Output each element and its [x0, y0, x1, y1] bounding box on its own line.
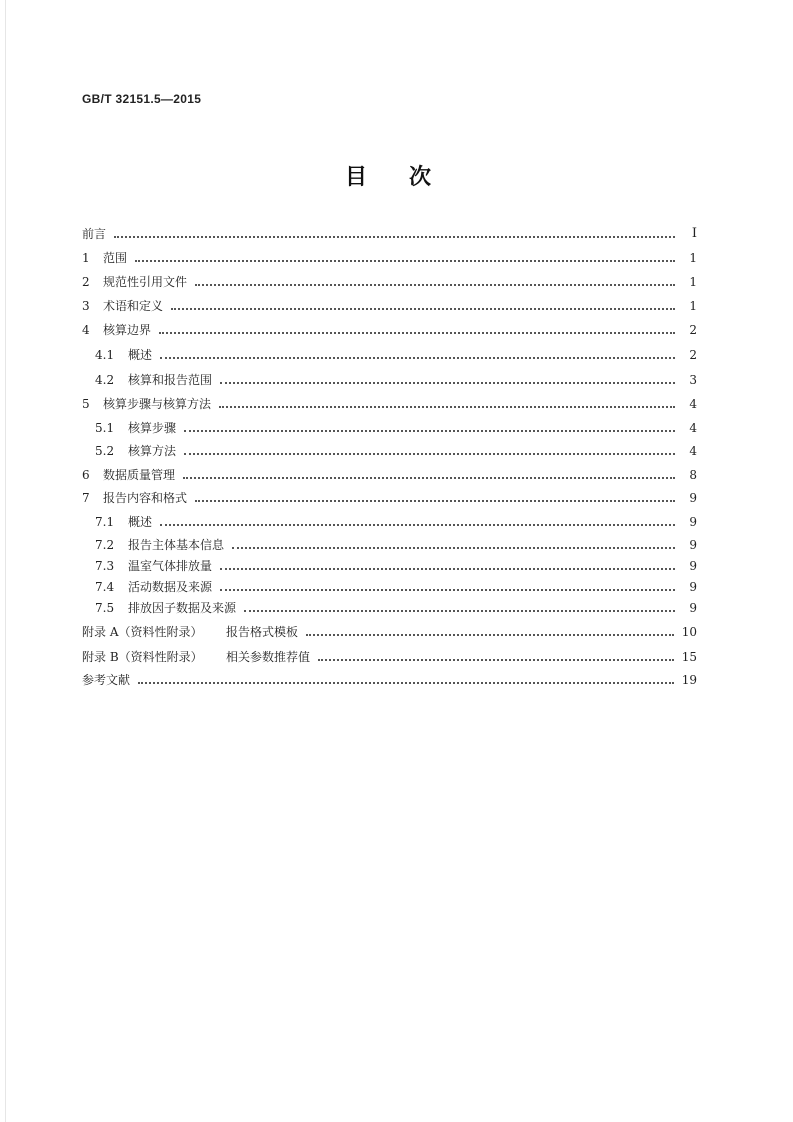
dot-leader: [318, 659, 674, 661]
toc-entry-page: 4: [689, 397, 697, 411]
toc-entry-page: 1: [689, 299, 697, 313]
toc-entry-page: 9: [689, 515, 697, 529]
toc-entry-5-1: [95, 420, 697, 436]
page-title: 目 次: [345, 164, 442, 190]
toc-entry-page: 3: [689, 373, 697, 387]
toc-entry-page: I: [691, 226, 697, 241]
toc-entry-label: 报告格式模板: [226, 625, 299, 639]
toc-entry-4-2: [95, 372, 697, 388]
toc-entry-page: 8: [689, 468, 697, 482]
toc-entry-number: 附录 B（资料性附录）: [82, 650, 203, 664]
dot-leader: [160, 524, 675, 526]
toc-entry-label: 核算和报告范围: [128, 373, 213, 387]
toc-entry-label: 概述: [128, 348, 153, 362]
toc-entry-number: 7.4: [95, 580, 115, 594]
toc-entry-page: 15: [681, 650, 697, 664]
dot-leader: [195, 284, 675, 286]
toc-entry-page: 4: [689, 421, 697, 435]
toc-entry-appendix-a: [82, 624, 697, 640]
toc-entry-label: 排放因子数据及来源: [128, 601, 237, 615]
toc-entry-number: 4.1: [95, 348, 115, 362]
toc-entry-page: 9: [689, 580, 697, 594]
toc-entry-appendix-b: [82, 649, 697, 665]
toc-entry-label: 概述: [128, 515, 153, 529]
toc-entry-page: 9: [689, 601, 697, 615]
dot-leader: [220, 589, 675, 591]
toc-entry-page: 9: [689, 559, 697, 573]
dot-leader: [195, 500, 675, 502]
toc-entry-number: 7.3: [95, 559, 115, 573]
toc-entry-4: [82, 322, 697, 338]
toc-entry-number: 4: [82, 323, 90, 337]
dot-leader: [114, 236, 675, 238]
toc-entry-label: 术语和定义: [103, 299, 164, 313]
toc-entry-7-2: [95, 537, 697, 553]
toc-entry-number: 1: [82, 251, 90, 265]
toc-entry-number: 3: [82, 299, 90, 313]
dot-leader: [306, 634, 674, 636]
toc-entry-label: 核算步骤与核算方法: [103, 397, 212, 411]
toc-entry-7-3: [95, 558, 697, 574]
toc-entry-references: [82, 672, 697, 688]
dot-leader: [244, 610, 675, 612]
toc-entry-page: 2: [689, 348, 697, 362]
toc-entry-3: [82, 298, 697, 314]
toc-entry-number: 2: [82, 275, 90, 289]
dot-leader: [160, 357, 675, 359]
dot-leader: [171, 308, 675, 310]
dot-leader: [219, 406, 675, 408]
dot-leader: [220, 382, 675, 384]
toc-entry-number: 7.1: [95, 515, 115, 529]
toc-entry-7: [82, 490, 697, 506]
toc-entry-page: 10: [681, 625, 697, 639]
toc-entry-label: 前言: [82, 227, 107, 241]
toc-entry-number: 附录 A（资料性附录）: [82, 625, 203, 639]
toc-entry-number: 5.1: [95, 421, 115, 435]
toc-entry-number: 4.2: [95, 373, 115, 387]
toc-entry-page: 1: [689, 251, 697, 265]
toc-entry-label: 报告主体基本信息: [128, 538, 225, 552]
dot-leader: [184, 453, 675, 455]
toc-entry-label: 核算边界: [103, 323, 152, 337]
toc-entry-6: [82, 467, 697, 483]
toc-entry-label: 数据质量管理: [103, 468, 176, 482]
toc-entry-4-1: [95, 347, 697, 363]
dot-leader: [138, 682, 674, 684]
standard-code: GB/T 32151.5—2015: [82, 92, 202, 106]
toc-entry-label: 温室气体排放量: [128, 559, 213, 573]
dot-leader: [184, 430, 675, 432]
toc-entry-number: 7: [82, 491, 90, 505]
toc-entry-7-1: [95, 514, 697, 530]
toc-entry-foreword: [82, 226, 697, 242]
toc-entry-page: 9: [689, 491, 697, 505]
dot-leader: [183, 477, 675, 479]
toc-entry-number: 6: [82, 468, 90, 482]
dot-leader: [232, 547, 675, 549]
toc-entry-1: [82, 250, 697, 266]
dot-leader: [135, 260, 675, 262]
toc-entry-label: 参考文献: [82, 673, 131, 687]
toc-entry-5: [82, 396, 697, 412]
dot-leader: [220, 568, 675, 570]
toc-entry-page: 1: [689, 275, 697, 289]
toc-entry-label: 核算步骤: [128, 421, 177, 435]
toc-entry-page: 9: [689, 538, 697, 552]
dot-leader: [159, 332, 675, 334]
toc-entry-number: 5: [82, 397, 90, 411]
toc-entry-page: 19: [681, 673, 697, 687]
toc-entry-page: 2: [689, 323, 697, 337]
toc-entry-5-2: [95, 443, 697, 459]
toc-entry-label: 报告内容和格式: [103, 491, 188, 505]
toc-entry-label: 范围: [103, 251, 128, 265]
toc-entry-label: 相关参数推荐值: [226, 650, 311, 664]
toc-entry-number: 7.2: [95, 538, 115, 552]
toc-entry-7-5: [95, 600, 697, 616]
toc-entry-label: 核算方法: [128, 444, 177, 458]
toc-entry-page: 4: [689, 444, 697, 458]
toc-entry-number: 5.2: [95, 444, 115, 458]
toc-entry-number: 7.5: [95, 601, 115, 615]
toc-entry-label: 活动数据及来源: [128, 580, 213, 594]
toc-entry-2: [82, 274, 697, 290]
toc-entry-label: 规范性引用文件: [103, 275, 188, 289]
toc-entry-7-4: [95, 579, 697, 595]
